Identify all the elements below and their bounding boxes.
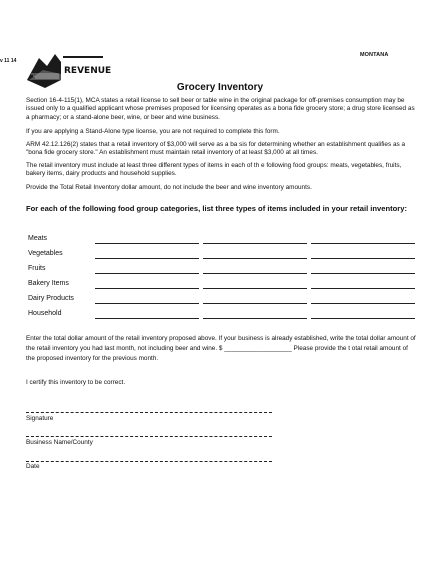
inventory-requirement: The retail inventory must include at least three different types of items in each of th e following food groups: meats, vegetables, fruits, bakery items, dairy products and household supplies.: [26, 162, 402, 178]
category-label-meats: Meats: [28, 235, 48, 242]
dairy-item-1-field[interactable]: [95, 303, 199, 304]
page-title: Grocery Inventory: [176, 82, 264, 93]
stand-alone-note: If you are applying a Stand-Alone type license, you are not required to complete this form.: [26, 128, 280, 135]
svg-text:REVENUE: REVENUE: [64, 66, 112, 76]
category-label-household: Household: [28, 310, 62, 317]
statute-paragraph: Section 16-4-115(1), MCA states a retail license to sell beer or table wine in the original package for off-premises consumption may be issued only to a qualified applicant whose premises proposed for licensing operates as a bona fide grocery store; a drug store licensed as a pharmacy; or a stand-alone beer, wine, or beer and wine business.: [26, 97, 415, 121]
date-field[interactable]: [26, 461, 272, 462]
household-item-3-field[interactable]: [311, 318, 415, 319]
signature-field[interactable]: [26, 412, 272, 413]
household-item-1-field[interactable]: [95, 318, 199, 319]
business-name-field[interactable]: [26, 436, 272, 437]
vegetables-item-3-field[interactable]: [311, 258, 415, 259]
category-label-bakery: Bakery Items: [28, 280, 69, 287]
meats-item-3-field[interactable]: [311, 243, 415, 244]
dairy-item-2-field[interactable]: [203, 303, 307, 304]
form-version: v 11 14: [0, 58, 17, 64]
total-inventory-note: Provide the Total Retail Inventory dollar amount, do not include the beer and wine inventory amounts.: [26, 184, 312, 191]
category-label-vegetables: Vegetables: [28, 250, 63, 257]
vegetables-item-2-field[interactable]: [203, 258, 307, 259]
arm-paragraph: ARM 42.12.126(2) states that a retail inventory of $3,000 will serve as a ba sis for determining whether an establishment qualifies as a "bona fide grocery store." An establishment must maintain retail inventory of at least $3,000 at all times.: [26, 141, 406, 157]
meats-item-1-field[interactable]: [95, 243, 199, 244]
bakery-item-3-field[interactable]: [311, 288, 415, 289]
signature-label: Signature: [26, 415, 54, 422]
vegetables-item-1-field[interactable]: [95, 258, 199, 259]
categories-heading: For each of the following food group categories, list three types of items included in your retail inventory:: [26, 204, 408, 213]
category-label-fruits: Fruits: [28, 265, 46, 272]
fruits-item-3-field[interactable]: [311, 273, 415, 274]
certification-statement: I certify this inventory to be correct.: [26, 379, 126, 386]
bakery-item-1-field[interactable]: [95, 288, 199, 289]
household-item-2-field[interactable]: [203, 318, 307, 319]
fruits-item-1-field[interactable]: [95, 273, 199, 274]
fruits-item-2-field[interactable]: [203, 273, 307, 274]
category-label-dairy: Dairy Products: [28, 295, 74, 302]
business-name-label: Business Name/County: [26, 439, 93, 446]
dairy-item-3-field[interactable]: [311, 303, 415, 304]
state-label: MONTANA: [360, 52, 389, 58]
meats-item-2-field[interactable]: [203, 243, 307, 244]
total-amount-instructions: Enter the total dollar amount of the retail inventory proposed above. If your business is already established, write the total dollar amount of the retail inventory you had last month, not including beer and wine. $ ___________________ Please provide the t otal retail amount of the proposed inventory for the previous month.: [26, 335, 416, 363]
bakery-item-2-field[interactable]: [203, 288, 307, 289]
date-label: Date: [26, 463, 40, 470]
